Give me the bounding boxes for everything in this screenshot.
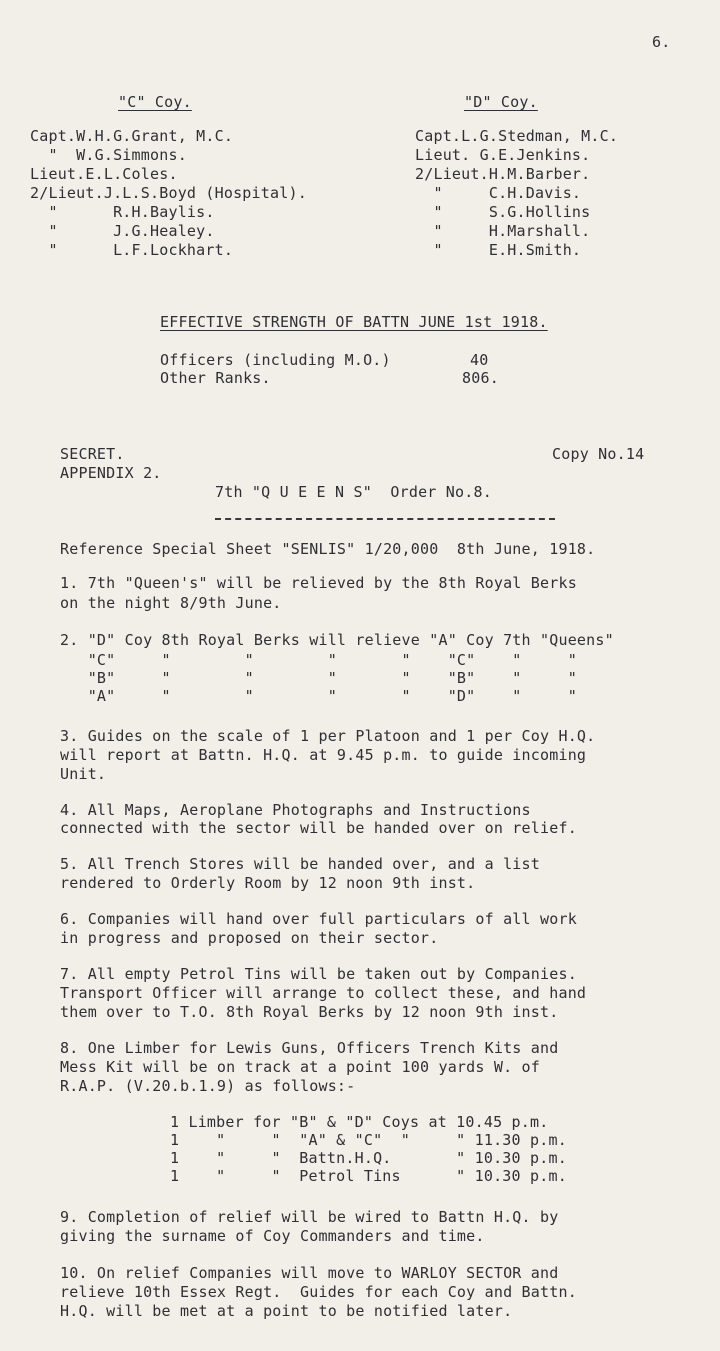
d-coy-officer: 2/Lieut.H.M.Barber. (415, 165, 591, 183)
page-number: 6. (652, 33, 671, 51)
c-coy-officer: Capt.W.H.G.Grant, M.C. (30, 127, 234, 145)
secret-label: SECRET. (60, 445, 125, 463)
para-5-line: rendered to Orderly Room by 12 noon 9th inst. (60, 874, 476, 892)
para-8-line: 8. One Limber for Lewis Guns, Officers Trench Kits and (60, 1039, 559, 1057)
para-3-line: Unit. (60, 765, 107, 783)
para-2-row: "B" " " " " "B" " " (60, 669, 577, 687)
limber-row: 1 " " Petrol Tins " 10.30 p.m. (170, 1167, 567, 1185)
d-coy-officer: Capt.L.G.Stedman, M.C. (415, 127, 619, 145)
c-coy-officer: " W.G.Simmons. (30, 146, 187, 164)
para-6-line: 6. Companies will hand over full particulars of all work (60, 910, 577, 928)
para-8-line: R.A.P. (V.20.b.1.9) as follows:- (60, 1077, 356, 1095)
c-coy-officer: Lieut.E.L.Coles. (30, 165, 178, 183)
officers-value: 40 (470, 351, 489, 369)
d-coy-officer: " H.Marshall. (415, 222, 591, 240)
para-10-line: H.Q. will be met at a point to be notified later. (60, 1302, 513, 1320)
other-ranks-value: 806. (462, 369, 499, 387)
para-1-line: 1. 7th "Queen's" will be relieved by the 8th Royal Berks (60, 574, 577, 592)
copy-number: Copy No.14 (552, 445, 645, 463)
para-7-line: 7. All empty Petrol Tins will be taken out by Companies. (60, 965, 577, 983)
limber-row: 1 Limber for "B" & "D" Coys at 10.45 p.m. (170, 1113, 549, 1131)
para-6-line: in progress and proposed on their sector. (60, 929, 439, 947)
d-coy-officer: " C.H.Davis. (415, 184, 582, 202)
para-4-line: connected with the sector will be handed over on relief. (60, 819, 577, 837)
para-2-line: 2. "D" Coy 8th Royal Berks will relieve "A" Coy 7th "Queens" (60, 631, 614, 649)
c-coy-officer: " R.H.Baylis. (30, 203, 215, 221)
d-coy-officer: Lieut. G.E.Jenkins. (415, 146, 591, 164)
order-title: 7th "Q U E E N S" Order No.8. (215, 483, 492, 501)
para-9-line: 9. Completion of relief will be wired to Battn H.Q. by (60, 1208, 559, 1226)
para-10-line: relieve 10th Essex Regt. Guides for each Coy and Battn. (60, 1283, 577, 1301)
officers-label: Officers (including M.O.) (160, 351, 391, 369)
c-coy-heading: "C" Coy. (118, 93, 192, 111)
para-7-line: Transport Officer will arrange to collect these, and hand (60, 984, 587, 1002)
strength-heading: EFFECTIVE STRENGTH OF BATTN JUNE 1st 1918. (160, 313, 548, 331)
limber-row: 1 " " Battn.H.Q. " 10.30 p.m. (170, 1149, 567, 1167)
para-2-row: "C" " " " " "C" " " (60, 651, 577, 669)
para-10-line: 10. On relief Companies will move to WARLOY SECTOR and (60, 1264, 559, 1282)
para-4-line: 4. All Maps, Aeroplane Photographs and Instructions (60, 801, 531, 819)
appendix-label: APPENDIX 2. (60, 464, 162, 482)
reference-line: Reference Special Sheet "SENLIS" 1/20,000 8th June, 1918. (60, 540, 596, 558)
d-coy-heading: "D" Coy. (464, 93, 538, 111)
limber-row: 1 " " "A" & "C" " " 11.30 p.m. (170, 1131, 567, 1149)
c-coy-officer: " J.G.Healey. (30, 222, 215, 240)
para-7-line: them over to T.O. 8th Royal Berks by 12 noon 9th inst. (60, 1003, 559, 1021)
title-rule (215, 518, 555, 520)
d-coy-officer: " E.H.Smith. (415, 241, 582, 259)
para-8-line: Mess Kit will be on track at a point 100 yards W. of (60, 1058, 540, 1076)
para-5-line: 5. All Trench Stores will be handed over, and a list (60, 855, 540, 873)
c-coy-officer: " L.F.Lockhart. (30, 241, 234, 259)
para-3-line: 3. Guides on the scale of 1 per Platoon and 1 per Coy H.Q. (60, 727, 596, 745)
d-coy-officer: " S.G.Hollins (415, 203, 591, 221)
para-2-row: "A" " " " " "D" " " (60, 687, 577, 705)
para-3-line: will report at Battn. H.Q. at 9.45 p.m. to guide incoming (60, 746, 587, 764)
para-1-line: on the night 8/9th June. (60, 594, 282, 612)
other-ranks-label: Other Ranks. (160, 369, 271, 387)
para-9-line: giving the surname of Coy Commanders and time. (60, 1227, 485, 1245)
c-coy-officer: 2/Lieut.J.L.S.Boyd (Hospital). (30, 184, 307, 202)
